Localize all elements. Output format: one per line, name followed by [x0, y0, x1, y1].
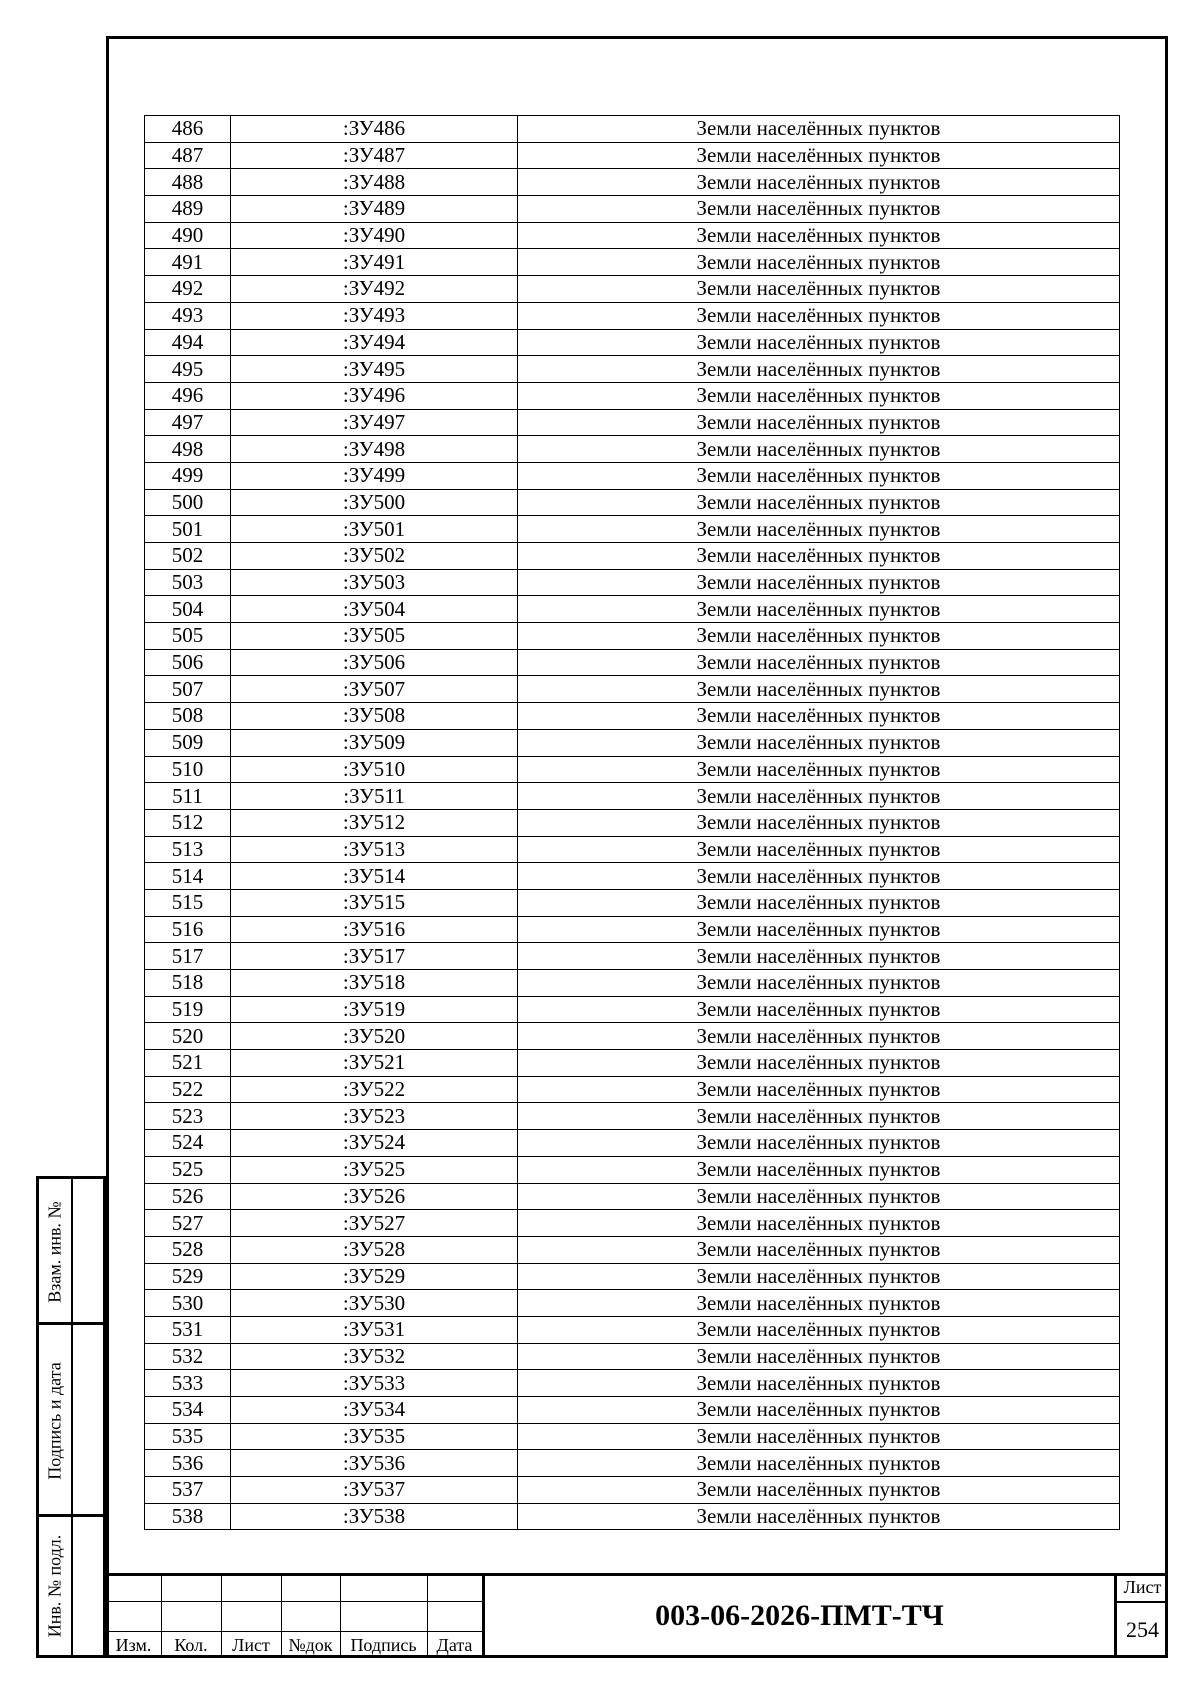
table-row [145, 1503, 1120, 1530]
plot-designation: :ЗУ504 [231, 596, 518, 623]
plot-designation: :ЗУ532 [231, 1343, 518, 1370]
table-row [145, 516, 1120, 543]
land-category: Земли населённых пунктов [518, 356, 1120, 383]
sheet-number: 254 [1126, 1617, 1159, 1642]
row-number: 494 [145, 329, 231, 356]
land-category: Земли населённых пунктов [518, 863, 1120, 890]
plot-designation: :ЗУ533 [231, 1370, 518, 1397]
row-number: 529 [145, 1263, 231, 1290]
row-number: 535 [145, 1423, 231, 1450]
land-category: Земли населённых пунктов [518, 1290, 1120, 1317]
land-category: Земли населённых пунктов [518, 489, 1120, 516]
table-row [145, 1263, 1120, 1290]
table-row [145, 596, 1120, 623]
plot-designation: :ЗУ495 [231, 356, 518, 383]
plot-designation: :ЗУ527 [231, 1210, 518, 1237]
row-number: 499 [145, 462, 231, 489]
plot-designation: :ЗУ538 [231, 1503, 518, 1530]
inv-podl-cell [39, 1517, 103, 1655]
land-category: Земли населённых пунктов [518, 169, 1120, 196]
table-row [145, 302, 1120, 329]
land-category: Земли населённых пунктов [518, 783, 1120, 810]
plot-designation: :ЗУ506 [231, 649, 518, 676]
row-number: 508 [145, 703, 231, 730]
land-category: Земли населённых пунктов [518, 729, 1120, 756]
plot-designation: :ЗУ510 [231, 756, 518, 783]
col-list: Лист [232, 1635, 270, 1655]
side-binding-strip [36, 1176, 106, 1658]
plot-designation: :ЗУ537 [231, 1477, 518, 1504]
land-category: Земли населённых пунктов [518, 1316, 1120, 1343]
revision-grid [106, 1573, 482, 1658]
plot-designation: :ЗУ521 [231, 1050, 518, 1077]
row-number: 525 [145, 1156, 231, 1183]
land-category: Земли населённых пунктов [518, 889, 1120, 916]
plot-designation: :ЗУ513 [231, 836, 518, 863]
row-number: 510 [145, 756, 231, 783]
table-row [145, 649, 1120, 676]
land-category: Земли населённых пунктов [518, 222, 1120, 249]
land-category: Земли населённых пунктов [518, 703, 1120, 730]
plot-designation: :ЗУ487 [231, 142, 518, 169]
row-number: 505 [145, 623, 231, 650]
plot-designation: :ЗУ514 [231, 863, 518, 890]
plot-designation: :ЗУ529 [231, 1263, 518, 1290]
plot-designation: :ЗУ490 [231, 222, 518, 249]
table-row [145, 276, 1120, 303]
row-number: 509 [145, 729, 231, 756]
row-number: 497 [145, 409, 231, 436]
plot-designation: :ЗУ518 [231, 970, 518, 997]
row-number: 501 [145, 516, 231, 543]
table-row [145, 1397, 1120, 1424]
plot-designation: :ЗУ517 [231, 943, 518, 970]
plot-designation: :ЗУ522 [231, 1076, 518, 1103]
table-row [145, 1316, 1120, 1343]
plot-designation: :ЗУ530 [231, 1290, 518, 1317]
land-category: Земли населённых пунктов [518, 1103, 1120, 1130]
plot-designation: :ЗУ526 [231, 1183, 518, 1210]
row-number: 503 [145, 569, 231, 596]
table-row [145, 196, 1120, 223]
land-category: Земли населённых пунктов [518, 836, 1120, 863]
plot-designation: :ЗУ528 [231, 1236, 518, 1263]
table-row [145, 329, 1120, 356]
land-category: Земли населённых пунктов [518, 809, 1120, 836]
row-number: 531 [145, 1316, 231, 1343]
row-number: 521 [145, 1050, 231, 1077]
row-number: 492 [145, 276, 231, 303]
table-row [145, 142, 1120, 169]
plot-designation: :ЗУ488 [231, 169, 518, 196]
row-number: 523 [145, 1103, 231, 1130]
land-category: Земли населённых пунктов [518, 1130, 1120, 1157]
land-category: Земли населённых пунктов [518, 329, 1120, 356]
table-row [145, 756, 1120, 783]
plot-designation: :ЗУ536 [231, 1450, 518, 1477]
row-number: 495 [145, 356, 231, 383]
row-number: 496 [145, 382, 231, 409]
podpis-data-cell [39, 1325, 103, 1517]
land-category: Земли населённых пунктов [518, 1503, 1120, 1530]
land-category: Земли населённых пунктов [518, 756, 1120, 783]
plot-designation: :ЗУ535 [231, 1423, 518, 1450]
row-number: 518 [145, 970, 231, 997]
title-block [106, 1573, 1168, 1658]
row-number: 507 [145, 676, 231, 703]
row-number: 500 [145, 489, 231, 516]
row-number: 538 [145, 1503, 231, 1530]
table-row [145, 1370, 1120, 1397]
land-category: Земли населённых пунктов [518, 676, 1120, 703]
land-plots-table [144, 115, 1120, 1530]
plot-designation: :ЗУ511 [231, 783, 518, 810]
table-row [145, 1343, 1120, 1370]
plot-designation: :ЗУ508 [231, 703, 518, 730]
row-number: 534 [145, 1397, 231, 1424]
land-category: Земли населённых пунктов [518, 970, 1120, 997]
land-category: Земли населённых пунктов [518, 1450, 1120, 1477]
land-category: Земли населённых пунктов [518, 1050, 1120, 1077]
table-row [145, 169, 1120, 196]
table-row [145, 783, 1120, 810]
plot-designation: :ЗУ486 [231, 116, 518, 143]
land-category: Земли населённых пунктов [518, 1423, 1120, 1450]
land-category: Земли населённых пунктов [518, 569, 1120, 596]
plot-designation: :ЗУ489 [231, 196, 518, 223]
row-number: 537 [145, 1477, 231, 1504]
row-number: 533 [145, 1370, 231, 1397]
row-number: 502 [145, 543, 231, 570]
plot-designation: :ЗУ519 [231, 996, 518, 1023]
plot-designation: :ЗУ534 [231, 1397, 518, 1424]
row-number: 490 [145, 222, 231, 249]
table-row [145, 703, 1120, 730]
row-number: 514 [145, 863, 231, 890]
land-category: Земли населённых пунктов [518, 943, 1120, 970]
table-row [145, 836, 1120, 863]
row-number: 530 [145, 1290, 231, 1317]
table-row [145, 863, 1120, 890]
table-row [145, 1183, 1120, 1210]
land-category: Земли населённых пунктов [518, 302, 1120, 329]
plot-designation: :ЗУ492 [231, 276, 518, 303]
row-number: 486 [145, 116, 231, 143]
land-category: Земли населённых пунктов [518, 596, 1120, 623]
table-row [145, 916, 1120, 943]
row-number: 491 [145, 249, 231, 276]
land-category: Земли населённых пунктов [518, 916, 1120, 943]
plot-designation: :ЗУ494 [231, 329, 518, 356]
land-category: Земли населённых пунктов [518, 996, 1120, 1023]
table-row [145, 1236, 1120, 1263]
table-row [145, 249, 1120, 276]
table-row [145, 1023, 1120, 1050]
col-ndok: №док [288, 1635, 333, 1655]
table-row [145, 889, 1120, 916]
plot-designation: :ЗУ509 [231, 729, 518, 756]
table-row [145, 1103, 1120, 1130]
table-row [145, 676, 1120, 703]
land-category: Земли населённых пунктов [518, 623, 1120, 650]
plot-designation: :ЗУ531 [231, 1316, 518, 1343]
land-category: Земли населённых пунктов [518, 409, 1120, 436]
land-category: Земли населённых пунктов [518, 276, 1120, 303]
row-number: 527 [145, 1210, 231, 1237]
table-row [145, 1050, 1120, 1077]
table-row [145, 382, 1120, 409]
plot-designation: :ЗУ497 [231, 409, 518, 436]
row-number: 532 [145, 1343, 231, 1370]
plot-designation: :ЗУ496 [231, 382, 518, 409]
land-category: Земли населённых пунктов [518, 649, 1120, 676]
land-category: Земли населённых пунктов [518, 1210, 1120, 1237]
land-category: Земли населённых пунктов [518, 116, 1120, 143]
table-row [145, 1477, 1120, 1504]
row-number: 519 [145, 996, 231, 1023]
table-row [145, 970, 1120, 997]
plot-designation: :ЗУ524 [231, 1130, 518, 1157]
land-category: Земли населённых пунктов [518, 1370, 1120, 1397]
row-number: 489 [145, 196, 231, 223]
plot-designation: :ЗУ512 [231, 809, 518, 836]
sheet-label: Лист [1117, 1573, 1168, 1603]
table-row [145, 116, 1120, 143]
land-category: Земли населённых пунктов [518, 382, 1120, 409]
table-row [145, 356, 1120, 383]
row-number: 524 [145, 1130, 231, 1157]
table-row [145, 222, 1120, 249]
land-category: Земли населённых пунктов [518, 516, 1120, 543]
col-kol: Кол. [174, 1635, 208, 1655]
land-category: Земли населённых пунктов [518, 142, 1120, 169]
land-category: Земли населённых пунктов [518, 462, 1120, 489]
inv-podl-label: Инв. № подл. [44, 1534, 65, 1638]
row-number: 488 [145, 169, 231, 196]
land-category: Земли населённых пунктов [518, 1236, 1120, 1263]
plot-designation: :ЗУ507 [231, 676, 518, 703]
vzam-inv-label: Взам. инв. № [44, 1201, 65, 1303]
plot-designation: :ЗУ503 [231, 569, 518, 596]
row-number: 520 [145, 1023, 231, 1050]
table-row [145, 623, 1120, 650]
table-row [145, 1423, 1120, 1450]
row-number: 515 [145, 889, 231, 916]
land-category: Земли населённых пунктов [518, 436, 1120, 463]
row-number: 512 [145, 809, 231, 836]
row-number: 504 [145, 596, 231, 623]
row-number: 511 [145, 783, 231, 810]
sheet-box [1114, 1573, 1168, 1658]
table-row [145, 1076, 1120, 1103]
row-number: 528 [145, 1236, 231, 1263]
vzam-inv-cell [39, 1179, 103, 1325]
col-podpis: Подпись [350, 1635, 417, 1655]
land-category: Земли населённых пунктов [518, 1477, 1120, 1504]
plot-designation: :ЗУ501 [231, 516, 518, 543]
row-number: 487 [145, 142, 231, 169]
document-code: 003-06-2026-ПМТ-ТЧ [482, 1573, 1114, 1658]
plot-designation: :ЗУ493 [231, 302, 518, 329]
land-category: Земли населённых пунктов [518, 1156, 1120, 1183]
table-row [145, 1130, 1120, 1157]
land-category: Земли населённых пунктов [518, 1076, 1120, 1103]
table-row [145, 809, 1120, 836]
land-category: Земли населённых пунктов [518, 543, 1120, 570]
row-number: 516 [145, 916, 231, 943]
table-row [145, 1210, 1120, 1237]
row-number: 506 [145, 649, 231, 676]
table-row [145, 489, 1120, 516]
table-row [145, 943, 1120, 970]
land-category: Земли населённых пунктов [518, 1343, 1120, 1370]
plot-designation: :ЗУ505 [231, 623, 518, 650]
plot-designation: :ЗУ498 [231, 436, 518, 463]
plot-designation: :ЗУ520 [231, 1023, 518, 1050]
row-number: 522 [145, 1076, 231, 1103]
plot-designation: :ЗУ500 [231, 489, 518, 516]
land-category: Земли населённых пунктов [518, 196, 1120, 223]
table-body [145, 116, 1120, 1530]
plot-designation: :ЗУ499 [231, 462, 518, 489]
table-row [145, 1450, 1120, 1477]
plot-designation: :ЗУ502 [231, 543, 518, 570]
table-row [145, 569, 1120, 596]
row-number: 536 [145, 1450, 231, 1477]
row-number: 498 [145, 436, 231, 463]
land-category: Земли населённых пунктов [518, 1263, 1120, 1290]
land-category: Земли населённых пунктов [518, 249, 1120, 276]
row-number: 526 [145, 1183, 231, 1210]
table-row [145, 1156, 1120, 1183]
plot-designation: :ЗУ516 [231, 916, 518, 943]
row-number: 517 [145, 943, 231, 970]
row-number: 493 [145, 302, 231, 329]
plot-designation: :ЗУ523 [231, 1103, 518, 1130]
land-category: Земли населённых пунктов [518, 1023, 1120, 1050]
land-category: Земли населённых пунктов [518, 1183, 1120, 1210]
table-row [145, 996, 1120, 1023]
table-row [145, 1290, 1120, 1317]
plot-designation: :ЗУ525 [231, 1156, 518, 1183]
table-row [145, 729, 1120, 756]
table-row [145, 436, 1120, 463]
land-category: Земли населённых пунктов [518, 1397, 1120, 1424]
col-data: Дата [436, 1635, 473, 1655]
podpis-data-label: Подпись и дата [44, 1362, 65, 1480]
row-number: 513 [145, 836, 231, 863]
plot-designation: :ЗУ491 [231, 249, 518, 276]
table-row [145, 543, 1120, 570]
col-izm: Изм. [115, 1635, 152, 1655]
plot-designation: :ЗУ515 [231, 889, 518, 916]
table-row [145, 409, 1120, 436]
table-row [145, 462, 1120, 489]
